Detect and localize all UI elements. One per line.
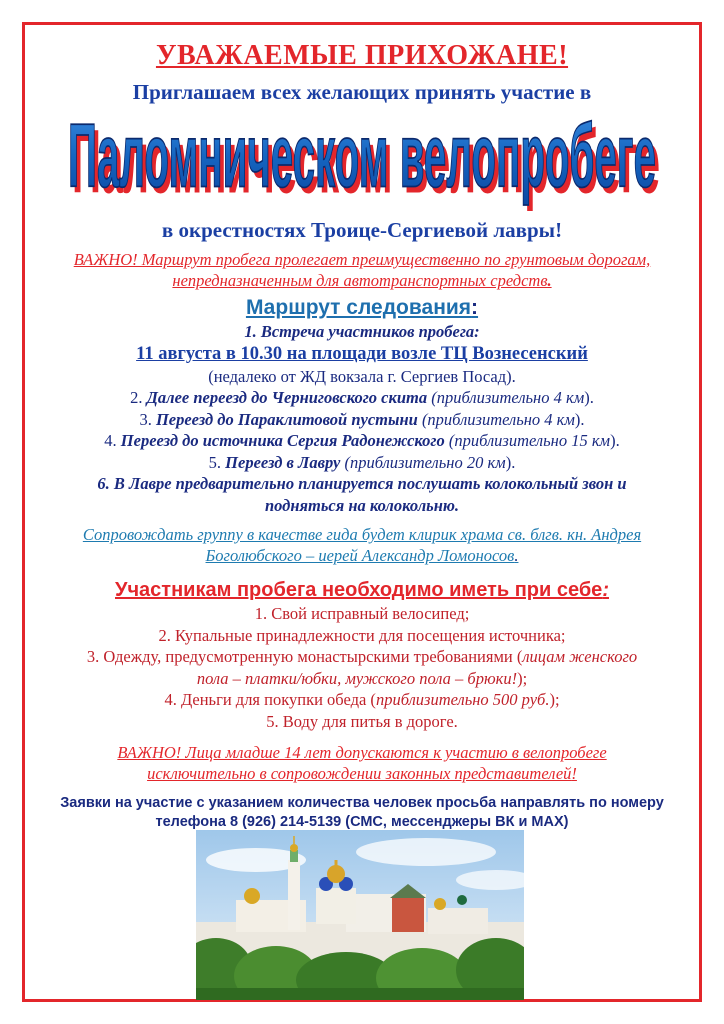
route-step-4	[25, 430, 699, 452]
location-text: в окрестностях Троице-Сергиевой лавры!	[161, 218, 563, 242]
lavra-photo	[196, 830, 524, 1000]
guide-end: .	[514, 546, 519, 565]
route-step-3	[25, 409, 699, 431]
route-title-colon: :	[471, 296, 479, 319]
route-step-2-number: 2.	[130, 388, 143, 407]
route-step-6: 6. В Лавре предварительно планируется послушать колокольный звон и подняться на колокольню.	[97, 474, 627, 515]
route-step-4-end: ).	[610, 431, 620, 450]
important-age-end: !	[571, 764, 577, 783]
route-title-text: Маршрут следования	[245, 296, 472, 319]
requirements-title	[25, 578, 699, 603]
route-step-1: 1. Встреча участников пробега:	[244, 322, 480, 341]
event-title-text: Паломническом велопробеге	[68, 107, 657, 207]
headline: УВАЖАЕМЫЕ ПРИХОЖАНЕ!	[155, 40, 569, 71]
route-step-5-text: Переезд в Лавру	[225, 452, 341, 472]
requirement-2: 2. Купальные принадлежности для посещения источника;	[158, 625, 566, 645]
requirement-1: 1. Свой исправный велосипед;	[254, 604, 470, 623]
route-step-2-end: ).	[584, 388, 594, 407]
route-step-3-text: Переезд до Параклитовой пустыни	[155, 409, 418, 429]
requirement-3-end: );	[517, 668, 528, 688]
route-step-5	[25, 452, 699, 474]
important-route-text: ВАЖНО! Маршрут пробега пролегает преимущественно по грунтовым дорогам, непредназначенным для автотранспортных средств	[73, 250, 651, 290]
requirements-title-colon: :	[602, 579, 609, 601]
route-step-2-text: Далее переезд до Черниговского скита	[146, 388, 428, 407]
requirement-4	[25, 689, 699, 711]
event-title	[57, 107, 667, 215]
meeting-time-place: 11 августа в 10.30 на площади возле ТЦ Вознесенский	[136, 343, 588, 364]
poster-content	[25, 25, 699, 832]
important-age-text: ВАЖНО! Лица младше 14 лет допускаются к участию в велопробеге исключительно в сопровождении законных представителей	[117, 743, 607, 783]
route-step-4-text: Переезд до источника Сергия Радонежского	[120, 431, 445, 450]
important-route-end: .	[547, 271, 552, 290]
application-info: Заявки на участие с указанием количества человек просьба направлять по номеру телефона 8 (926) 214-5139 (СМС, мессенджеры ВК и MAX)	[60, 795, 664, 830]
lavra-illustration	[196, 830, 524, 1000]
meeting-note: (недалеко от ЖД вокзала г. Сергиев Посад).	[208, 366, 516, 386]
requirement-3	[85, 646, 639, 689]
requirement-4-text: 4. Деньги для покупки обеда (	[164, 690, 376, 709]
requirement-4-end: );	[549, 690, 560, 709]
requirements-list	[25, 603, 699, 732]
route-step-4-distance: (приблизительно 15 км	[448, 431, 611, 450]
route-step-3-number: 3.	[139, 409, 152, 429]
route-step-3-distance: (приблизительно 4 км	[421, 409, 575, 429]
requirement-3-detail: лицам женского пола – платки/юбки, мужского пола – брюки!	[196, 647, 638, 688]
event-title-shadow: Паломническом велопробеге	[72, 112, 661, 213]
route-step-2	[25, 387, 699, 409]
guide-note	[41, 524, 683, 566]
invite-text: Приглашаем всех желающих принять участие в	[132, 80, 592, 104]
route-step-3-end: ).	[574, 409, 585, 429]
event-title-wordart	[57, 107, 667, 215]
requirement-4-detail: приблизительно 500 руб.	[375, 690, 550, 709]
guide-text: Сопровождать группу в качестве гида будет клирик храма св. блгв. кн. Андрея Боголюбского – иерей Александр Ломоносов	[82, 525, 642, 565]
route-list	[25, 321, 699, 516]
requirement-3-text: 3. Одежду, предусмотренную монастырскими требованиями (	[86, 647, 523, 666]
route-step-4-number: 4.	[104, 431, 117, 450]
route-step-2-distance: (приблизительно 4 км	[431, 388, 585, 407]
important-age-note	[65, 742, 659, 784]
requirements-title-text: Участникам пробега необходимо иметь при себе	[115, 579, 603, 601]
route-step-5-end: ).	[505, 452, 516, 472]
route-step-5-number: 5.	[208, 452, 222, 472]
route-title	[25, 295, 699, 321]
requirement-5: 5. Воду для питья в дороге.	[266, 711, 458, 731]
important-route-note	[53, 249, 671, 291]
route-step-5-distance: (приблизительно 20 км	[344, 452, 506, 472]
